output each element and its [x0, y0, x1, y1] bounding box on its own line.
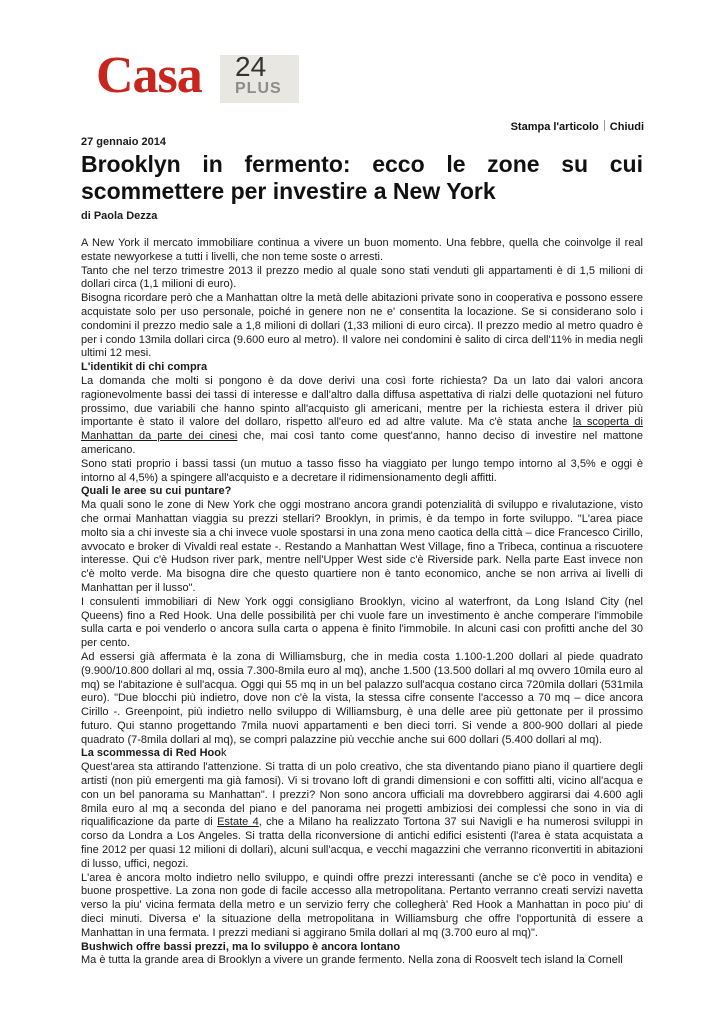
paragraph: Bisogna ricordare però che a Manhattan oltre la metà delle abitazioni private sono in cooperativa e possono essere acquistate solo per uso personale, poiché in genere non ne e' consentita la locazione. Se si considerano solo i condomini il prezzo medio sale a 1,8 milioni di dollari (1,33 milioni di euro circa). Il prezzo medio al metro quadro è per i condo 13mila dollari circa (9.600 euro al metro). Il valore nei condomini è salito di circa dell'11% in media negli ultimi 12 mesi.: [81, 292, 643, 360]
toolbar-separator: [604, 120, 605, 131]
section-heading: Quali le aree su cui puntare?: [81, 485, 232, 498]
estate4-link[interactable]: Estate 4: [217, 816, 259, 829]
paragraph-text: che, mai così tanto come quest'anno, hanno deciso di investire nel mattone americano.: [81, 430, 643, 456]
paragraph-text: Quest'area sta attirando l'attenzione. Si tratta di un polo creativo, che sta diventando piano piano il quartiere degli artisti (non più emergenti ma già famosi). Vi si trovano loft di grandi dimensioni e con soffitti alti, vicino all'acqua e con un bel panorama su Manhattan". I prezzi? Non sono ancora ufficiali ma dovrebbero aggirarsi dai 4.600 agli 8mila euro al mq a seconda del piano e del panorama nei progetti ambiziosi dei complessi che sono in via di riqualificazione da parte di: [81, 761, 643, 829]
paragraph: A New York il mercato immobiliare continua a vivere un buon momento. Una febbre, quella che coinvolge il real estate newyorkese a tutti i livelli, che non teme soste o arresti.: [81, 237, 643, 263]
china-buyers-link[interactable]: la scoperta di Manhattan da parte dei cinesi: [81, 416, 643, 443]
section-heading: Bushwich offre bassi prezzi, ma lo sviluppo è ancora lontano: [81, 940, 401, 953]
paragraph: Tanto che nel terzo trimestre 2013 il prezzo medio al quale sono stati venduti gli appartamenti è di 1,5 milioni di dollari circa (1,1 milioni di euro).: [81, 264, 643, 291]
section-heading: L'identikit di chi compra: [81, 361, 208, 374]
article-date: 27 gennaio 2014: [81, 136, 166, 148]
paragraph-text: La domanda che molti si pongono è da dove derivi una così forte richiesta? Da un lato dai valori ancora ragionevolmente bassi dei tassi di interesse e dall'altro dalla diffusa aspettativa di rialzi delle quotazioni nel futuro prossimo, due variabili che hanno spinto all'acquisto gli americani, mentre per la richiesta estera il driver più importante è stato il valore del dollaro, rispetto all'euro ed ad altre valute. Ma c'è stata anche: [81, 374, 643, 429]
logo-24-text: 24: [235, 51, 267, 82]
paragraph: L'area è ancora molto indietro nello sviluppo, e quindi offre prezzi interessanti (anche se c'è poco in vendita) e buone prospettive. La zona non gode di facile accesso alla metropolitana. Pertanto verranno creati servizi navetta verso la piu' vicina fermata della metro e un servizio ferry che collegherà' Red Hook a Manhattan in poco piu' di dieci minuti. Diversa e' la situazione della metropolitana in Williamsburg che offre l'opportunità di essere a Manhattan in una fermata. I prezzi mediani si aggirano 5mila dollari al mq (3.700 euro al mq)".: [81, 871, 643, 939]
print-article-link[interactable]: Stampa l'articolo: [510, 121, 599, 133]
article-toolbar: [511, 120, 644, 133]
casa24-logo: [94, 47, 299, 105]
article-author: di Paola Dezza: [81, 210, 158, 222]
section-heading: [81, 747, 643, 761]
logo-casa-text: Casa: [96, 47, 202, 104]
paragraph-text: , che a Milano ha realizzato Tortona 37 sui Navigli e ha numerosi sviluppi in corso da Londra a Los Angeles. Si tratta della riconversione di antichi edifici esistenti (l'area è stata acquistata a fine 2012 per quasi 12 milioni di dollari), alcuni sull'acqua, e vecchi magazzini che verranno riconvertiti in abitazioni di lusso, uffici, negozi.: [81, 816, 643, 870]
paragraph: Sono stati proprio i bassi tassi (un mutuo a tasso fisso ha viaggiato per lungo tempo intorno al 3,5% e oggi è intorno al 4,5%) a spingere all'acquisto e a decretare il ridimensionamento degli affitti.: [81, 457, 643, 484]
paragraph: [81, 761, 643, 871]
article-title: Brooklyn in fermento: ecco le zone su cui scommettere per investire a New York: [81, 151, 643, 204]
paragraph: [81, 375, 643, 458]
paragraph: Ad essersi già affermata è la zona di Williamsburg, che in media costa 1.100-1.200 dollari al piede quadrato (9.900/10.800 dollari al mq, ossia 7.300-8mila euro al mq), anche 1.500 (13.500 dollari al mq ovvero 10mila euro al mq) se l'abitazione è sull'acqua. Oggi qui 55 mq in un bel palazzo sull'acqua costano circa 720mila dollari (531mila euro). "Due blocchi più indietro, dove non c'è la vista, la stessa cifre consente l'accesso a 70 mq – dice ancora Cirillo -. Greenpoint, più indietro nello sviluppo di Williamsburg, è una delle aree più gettonate per il prossimo futuro. Qui stanno progettando 7mila nuovi appartamenti e ben dieci torri. Si vende a 800-900 dollari al piede quadrato (7-8mila dollari al mq), se compri palazzine più vecchie anche sui 600 dollari (5.400 dollari al mq).: [81, 650, 643, 746]
paragraph: Ma quali sono le zone di New York che oggi mostrano ancora grandi potenzialità di sviluppo e rivalutazione, visto che ormai Manhattan viaggia su prezzi stellari? Brooklyn, in primis, è da tempo in forte sviluppo. "L'area piace molto sia a chi investe sia a chi invece vuole spostarsi in una zona meno caotica della città – dice Francesco Cirillo, avvocato e broker di Vivaldi real estate -. Restando a Manhattan West Village, fino a Tribeca, continua a riscuotere interesse. Qui c'è Hudson river park, mentre nell'Upper West side c'è Riverside park. Nella parte East invece non c'è molto verde. Ma bisogna dire che questo quartiere non è tanto economico, anche se non arriva ai livelli di Manhattan per il lusso".: [81, 499, 643, 594]
article-body: [81, 237, 643, 968]
logo-plus-text: PLUS: [235, 80, 282, 97]
close-link[interactable]: Chiudi: [609, 121, 644, 133]
article: [81, 135, 643, 968]
heading-text-tail: k: [221, 747, 227, 760]
heading-text: La scommessa di Red Hoo: [81, 747, 221, 760]
paragraph: I consulenti immobiliari di New York oggi consigliano Brooklyn, vicino al waterfront, da Long Island City (nel Queens) fino a Red Hook. Una delle possibilità per chi vuole fare un investimento è anche comperare l'immobile sulla carta e poi venderlo o ancora sulla carta o appena è finito l'immobile. In alcuni casi con profitti anche del 30 per cento.: [81, 595, 643, 650]
paragraph: Ma è tutta la grande area di Brooklyn a vivere un grande fermento. Nella zona di Roosvelt tech island la Cornell: [81, 954, 623, 967]
